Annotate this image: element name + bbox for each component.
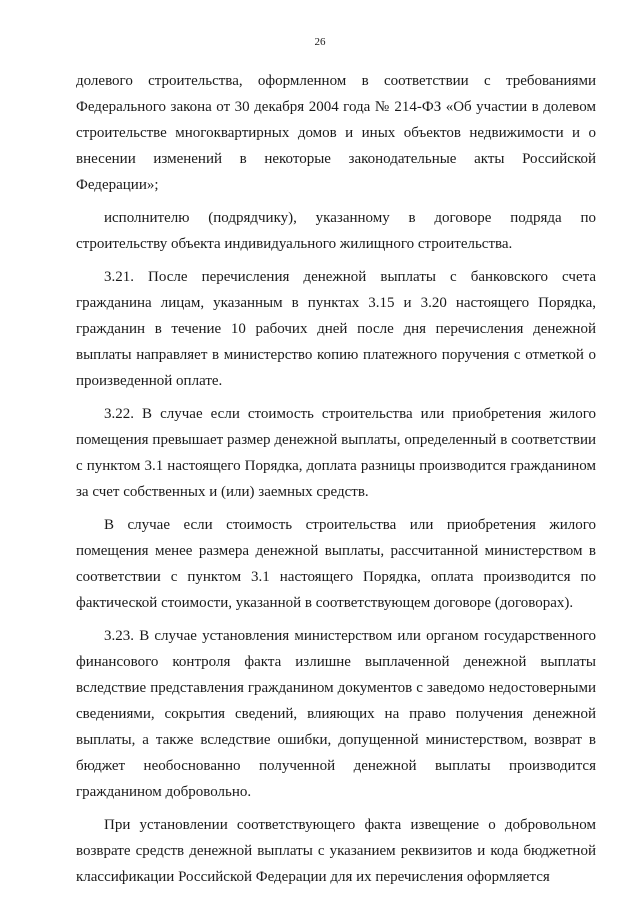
paragraph-3-22: 3.22. В случае если стоимость строительства или приобретения жилого помещения превышает размер денежной выплаты, определенный в соответствии с пунктом 3.1 настоящего Порядка, доплата разницы производится гражданином за счет собственных и (или) заемных средств. bbox=[76, 406, 596, 500]
paragraph-continuation: долевого строительства, оформленном в соответствии с требованиями Федерального закона от 30 декабря 2004 года № 214-ФЗ «Об участии в долевом строительстве многоквартирных домов и иных объектов недвижимости и о внесении изменений в некоторые законодательные акты Российской Федерации»; bbox=[76, 73, 596, 193]
paragraph-3-21: 3.21. После перечисления денежной выплаты с банковского счета гражданина лицам, указанным в пунктах 3.15 и 3.20 настоящего Порядка, гражданин в течение 10 рабочих дней после дня перечисления денежной выплаты направляет в министерство копию платежного поручения с отметкой о произведенной оплате. bbox=[76, 269, 596, 389]
paragraph-3-22-second: В случае если стоимость строительства или приобретения жилого помещения менее размера денежной выплаты, рассчитанной министерством в соответствии с пунктом 3.1 настоящего Порядка, оплата производится по фактической стоимости, указанной в соответствующем договоре (договорах). bbox=[76, 517, 596, 611]
document-body bbox=[76, 68, 596, 890]
paragraph-3-23-notice: При установлении соответствующего факта извещение о добровольном возврате средств денежной выплаты с указанием реквизитов и кода бюджетной классификации Российской Федерации для их перечисления оформляется bbox=[76, 817, 596, 885]
paragraph-contractor: исполнителю (подрядчику), указанному в договоре подряда по строительству объекта индивидуального жилищного строительства. bbox=[76, 210, 596, 252]
paragraph-3-23: 3.23. В случае установления министерством или органом государственного финансового контроля факта излишне выплаченной денежной выплаты вследствие представления гражданином документов с заведомо недостоверными сведениями, сокрытия сведений, влияющих на право получения денежной выплаты, а также вследствие ошибки, допущенной министерством, возврат в бюджет необоснованно полученной денежной выплаты производится гражданином добровольно. bbox=[76, 628, 596, 800]
page-number: 26 bbox=[314, 36, 326, 48]
